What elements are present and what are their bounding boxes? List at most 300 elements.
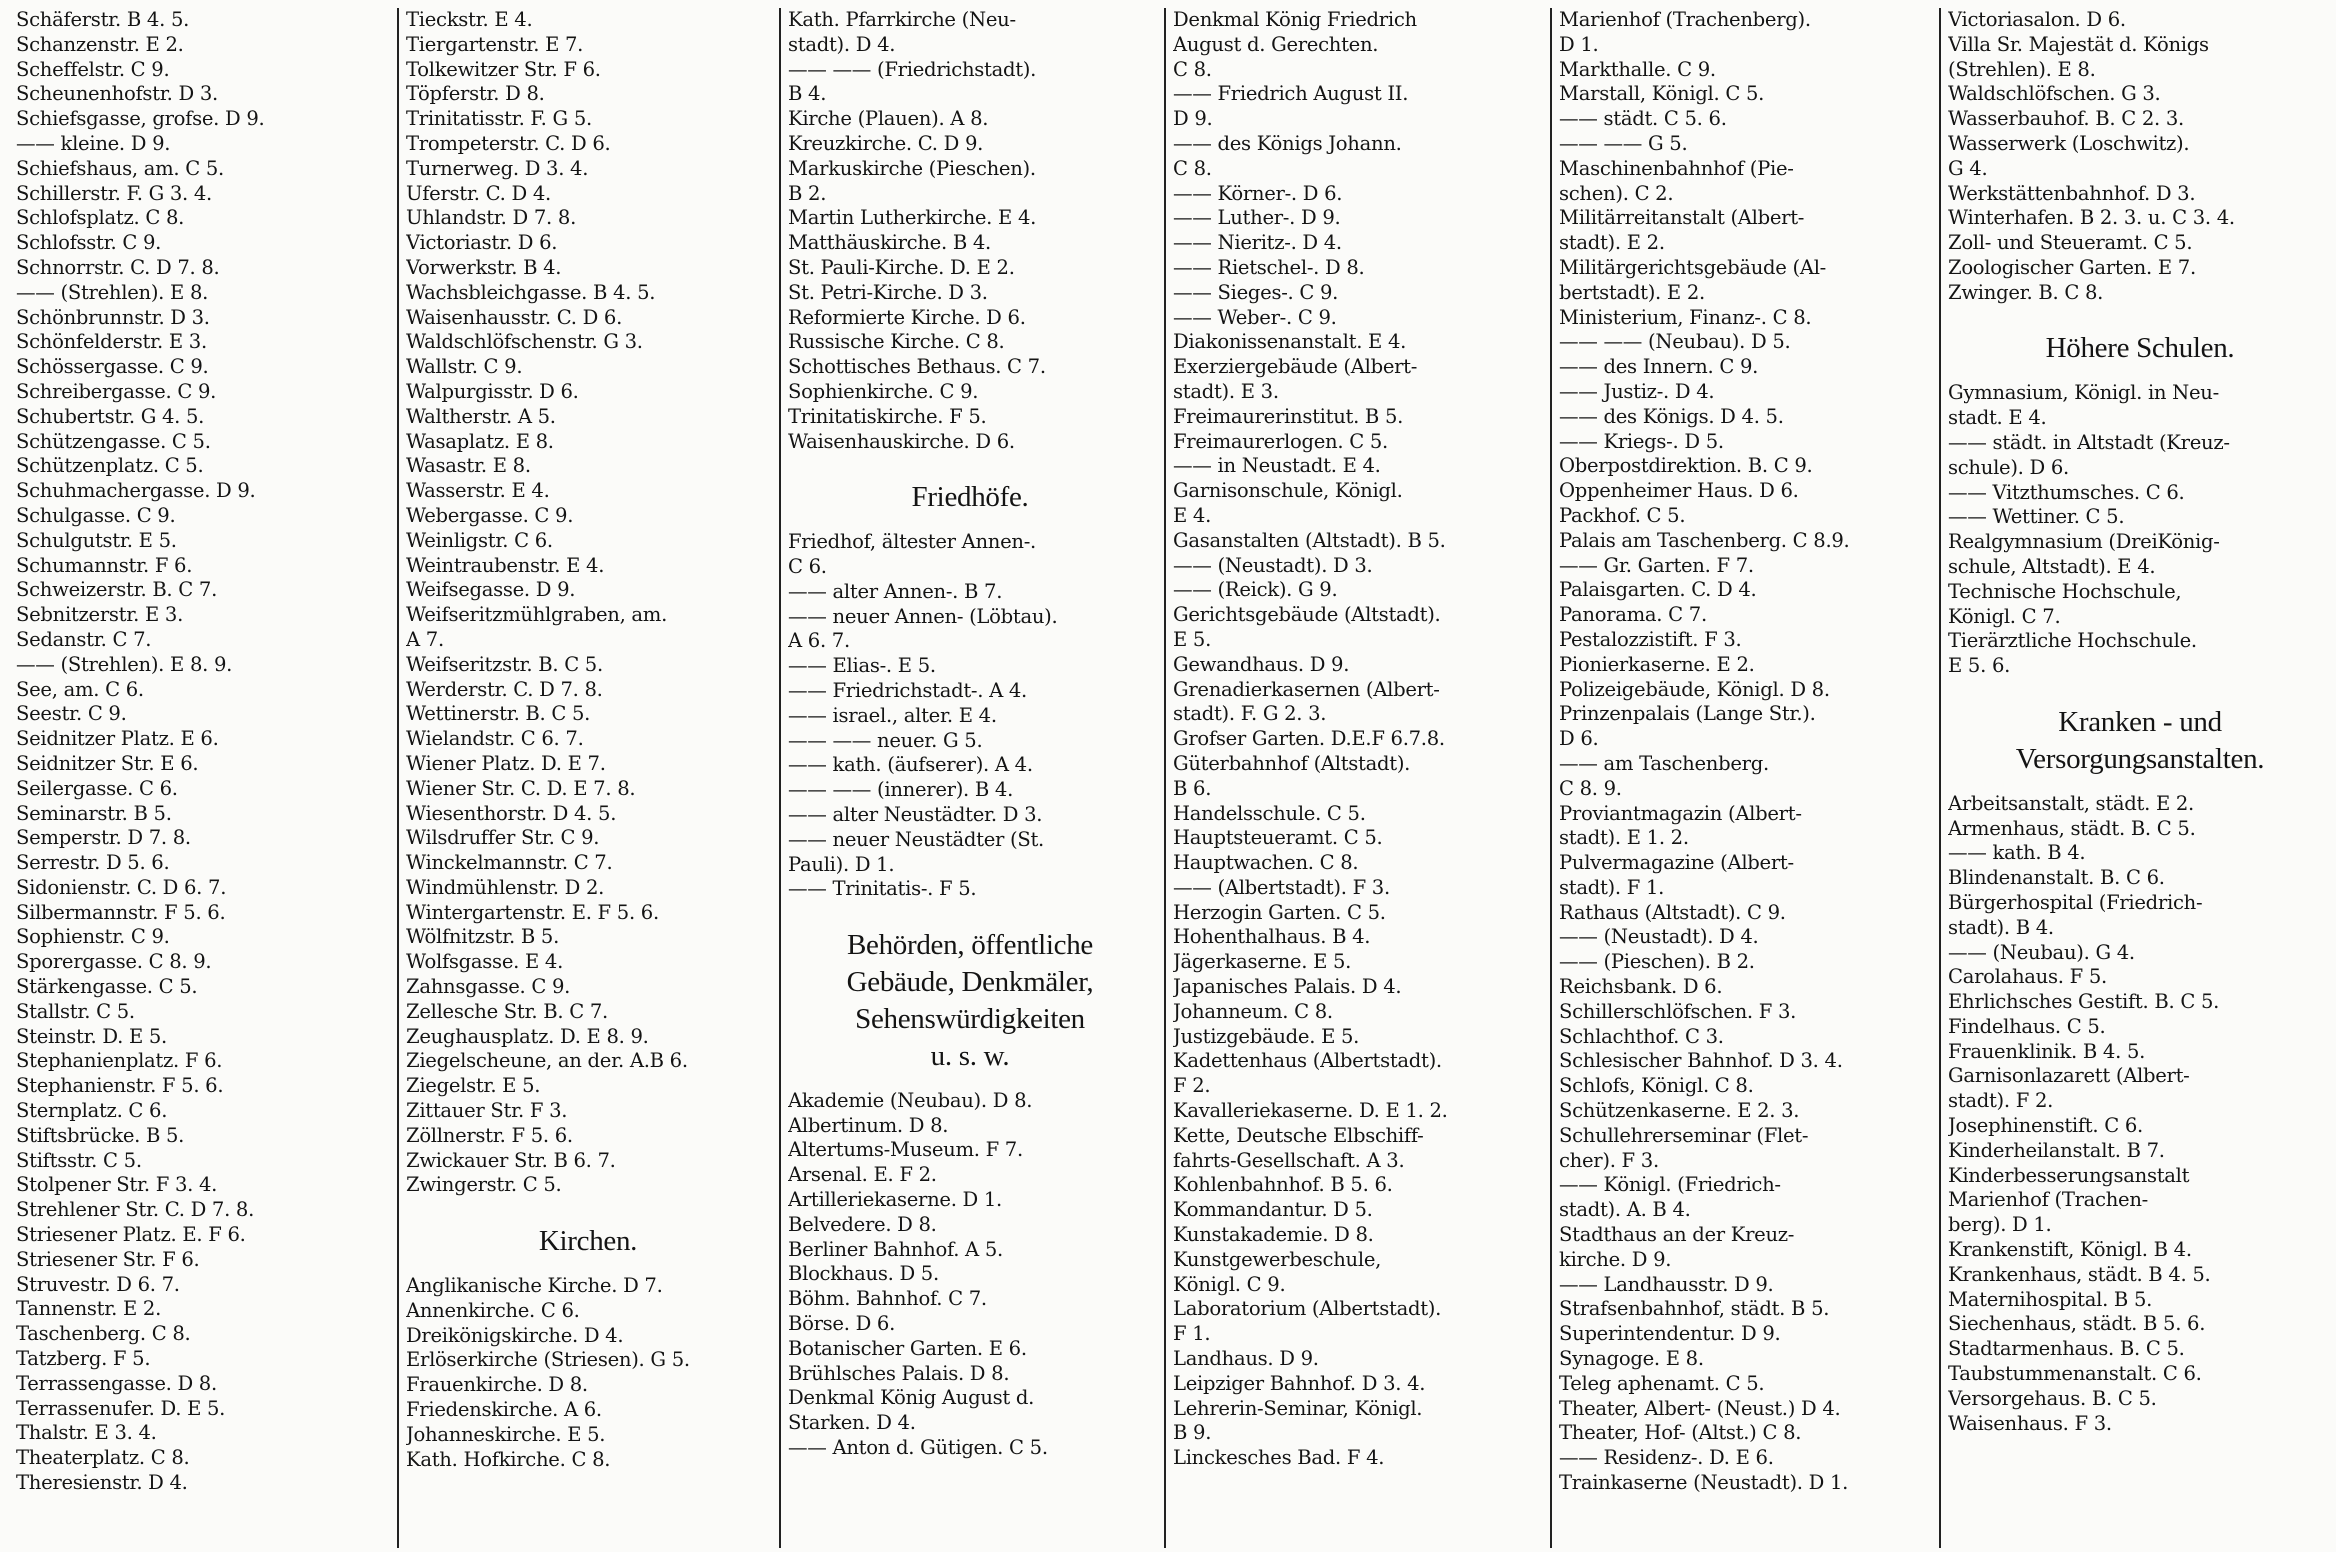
index-entry: Schillerstr. F. G 3. 4. xyxy=(16,181,212,205)
index-entry: —— Friedrich August II. xyxy=(1173,82,1409,106)
index-entry: —— (Strehlen). E 8. xyxy=(16,280,209,304)
index-entry: Marstall, Königl. C 5. xyxy=(1559,82,1765,106)
index-entry: —— alter Neustädter. D 3. xyxy=(788,802,1043,826)
index-entry: Stallstr. C 5. xyxy=(16,999,135,1023)
index-entry: Schullehrerseminar (Flet- xyxy=(1559,1123,1809,1147)
index-entry: Schiefshaus, am. C 5. xyxy=(16,156,224,180)
index-entry: —— Sieges-. C 9. xyxy=(1173,280,1339,304)
index-entry: —— —— G 5. xyxy=(1559,131,1688,155)
index-entry: stadt). B 4. xyxy=(1948,915,2054,939)
index-entry: —— städt. C 5. 6. xyxy=(1559,107,1727,131)
index-entry: Thalstr. E 3. 4. xyxy=(16,1421,157,1445)
index-entry: Stadthaus an der Kreuz- xyxy=(1559,1223,1795,1247)
index-entry: —— Elias-. E 5. xyxy=(788,654,936,678)
index-entry: Waldschlöfschenstr. G 3. xyxy=(406,330,643,354)
index-entry: Schulgutstr. E 5. xyxy=(16,528,177,552)
index-entry: Pauli). D 1. xyxy=(788,852,895,876)
section-heading: u. s. w. xyxy=(930,1039,1010,1072)
index-entry: Altertums-Museum. F 7. xyxy=(788,1138,1023,1162)
index-entry: Striesener Str. F 6. xyxy=(16,1247,200,1271)
index-entry: Grenadierkasernen (Albert- xyxy=(1173,677,1440,701)
index-entry: schen). C 2. xyxy=(1559,181,1674,205)
index-entry: Stiftsbrücke. B 5. xyxy=(16,1123,185,1147)
index-entry: Schönbrunnstr. D 3. xyxy=(16,305,210,329)
index-entry: Villa Sr. Majestät d. Königs xyxy=(1948,32,2209,56)
index-entry: Zwingerstr. C 5. xyxy=(406,1173,562,1197)
section-heading: Kranken - und xyxy=(2058,705,2222,738)
index-entry: Diakonissenanstalt. E 4. xyxy=(1173,330,1407,354)
index-entry: Pulvermagazine (Albert- xyxy=(1559,851,1794,875)
index-entry: Josephinenstift. C 6. xyxy=(1948,1114,2143,1138)
index-entry: Wilsdruffer Str. C 9. xyxy=(406,826,600,850)
index-entry: Anglikanische Kirche. D 7. xyxy=(406,1274,663,1298)
index-entry: —— Landhausstr. D 9. xyxy=(1559,1272,1774,1296)
index-entry: Erlöserkirche (Striesen). G 5. xyxy=(406,1348,690,1372)
index-entry: Lehrerin-Seminar, Königl. xyxy=(1173,1396,1423,1420)
index-entry: Blockhaus. D 5. xyxy=(788,1262,939,1286)
index-entry: Trainkaserne (Neustadt). D 1. xyxy=(1559,1471,1849,1495)
section-heading: Behörden, öffentliche xyxy=(846,928,1094,961)
index-entry: Weifsegasse. D 9. xyxy=(406,578,576,602)
index-entry: Kath. Hofkirche. C 8. xyxy=(406,1447,611,1471)
index-entry: Freimaurerinstitut. B 5. xyxy=(1173,404,1404,428)
index-entry: Tieckstr. E 4. xyxy=(406,8,533,31)
index-entry: —— Gr. Garten. F 7. xyxy=(1559,553,1754,577)
index-entry: Wachsbleichgasse. B 4. 5. xyxy=(406,280,656,304)
index-entry: Waisenhauskirche. D 6. xyxy=(788,429,1015,453)
index-entry: Markuskirche (Pieschen). xyxy=(788,156,1036,180)
index-entry: Schuhmachergasse. D 9. xyxy=(16,479,256,503)
index-entry: D 9. xyxy=(1173,107,1213,131)
section-gap xyxy=(788,454,1152,479)
index-entry: Trinitatisstr. F. G 5. xyxy=(406,107,592,131)
index-entry: Linckesches Bad. F 4. xyxy=(1173,1446,1385,1470)
index-entry: Landhaus. D 9. xyxy=(1173,1347,1319,1371)
index-entry: Waisenhaus. F 3. xyxy=(1948,1411,2112,1435)
index-entry: —— neuer Neustädter (St. xyxy=(788,827,1044,851)
index-entry: —— alter Annen-. B 7. xyxy=(788,579,1003,603)
index-entry: Waldschlöfschen. G 3. xyxy=(1948,82,2161,106)
index-entry: A 6. 7. xyxy=(788,629,850,653)
index-entry: —— Luther-. D 9. xyxy=(1173,206,1341,230)
index-entry: Börse. D 6. xyxy=(788,1312,896,1336)
index-entry: Wiesenthorstr. D 4. 5. xyxy=(406,801,617,825)
index-entry: C 8. xyxy=(1173,156,1212,180)
index-entry: E 5. 6. xyxy=(1948,654,2011,678)
index-entry: schule, Altstadt). E 4. xyxy=(1948,554,2156,578)
index-entry: Marienhof (Trachen- xyxy=(1948,1188,2148,1212)
index-entry: —— Rietschel-. D 8. xyxy=(1173,255,1365,279)
index-entry: Tierärztliche Hochschule. xyxy=(1948,629,2197,653)
index-entry: —— (Neubau). G 4. xyxy=(1948,940,2135,964)
index-entry: Tolkewitzer Str. F 6. xyxy=(406,57,601,81)
index-entry: —— kath. B 4. xyxy=(1948,841,2086,865)
index-entry: Schreibergasse. C 9. xyxy=(16,379,217,403)
section-heading: Sehenswürdigkeiten xyxy=(855,1002,1085,1035)
section-heading: Versorgungsanstalten. xyxy=(2015,742,2265,775)
index-entry: Strafsenbahnhof, städt. B 5. xyxy=(1559,1297,1830,1321)
index-entry: Packhof. C 5. xyxy=(1559,503,1686,527)
index-entry: Russische Kirche. C 8. xyxy=(788,330,1005,354)
index-entry: Militärreitanstalt (Albert- xyxy=(1559,206,1805,230)
index-entry: Schiefsgasse, grofse. D 9. xyxy=(16,107,265,131)
index-entry: Kohlenbahnhof. B 5. 6. xyxy=(1173,1173,1393,1197)
index-entry: Handelsschule. C 5. xyxy=(1173,801,1366,825)
index-entry: Laboratorium (Albertstadt). xyxy=(1173,1297,1442,1321)
index-entry: Freimaurerlogen. C 5. xyxy=(1173,429,1388,453)
index-entry: Sternplatz. C 6. xyxy=(16,1099,168,1123)
index-entry: Carolahaus. F 5. xyxy=(1948,965,2107,989)
index-entry: —— des Innern. C 9. xyxy=(1559,355,1759,379)
index-entry: St. Pauli-Kirche. D. E 2. xyxy=(788,255,1015,279)
index-entry: Militärgerichtsgebäude (Al- xyxy=(1559,255,1827,279)
index-entry: Kirche (Plauen). A 8. xyxy=(788,107,989,131)
index-entry: Dreikönigskirche. D 4. xyxy=(406,1323,624,1347)
index-entry: Güterbahnhof (Altstadt). xyxy=(1173,751,1411,775)
index-entry: stadt). F. G 2. 3. xyxy=(1173,702,1327,726)
index-entry: Turnerweg. D 3. 4. xyxy=(406,156,589,180)
index-entry: —— neuer Annen- (Löbtau). xyxy=(788,604,1058,628)
index-entry: Jägerkaserne. E 5. xyxy=(1173,950,1352,974)
index-entry: August d. Gerechten. xyxy=(1173,32,1379,56)
index-entry: Schumannstr. F 6. xyxy=(16,553,193,577)
index-entry: Wintergartenstr. E. F 5. 6. xyxy=(406,900,659,924)
index-entry: Semperstr. D 7. 8. xyxy=(16,826,191,850)
index-entry: Realgymnasium (DreiKönig- xyxy=(1948,530,2220,554)
index-entry: —— kath. (äufserer). A 4. xyxy=(788,753,1033,777)
index-entry: Winckelmannstr. C 7. xyxy=(406,851,613,875)
heading-gap xyxy=(1948,367,2332,381)
index-entry: Tatzberg. F 5. xyxy=(16,1347,151,1371)
index-entry: —— Vitzthumsches. C 6. xyxy=(1948,480,2185,504)
index-entry: Weinligstr. C 6. xyxy=(406,528,553,552)
index-entry: Wölfnitzstr. B 5. xyxy=(406,925,560,949)
index-entry: Rathaus (Altstadt). C 9. xyxy=(1559,900,1786,924)
index-entry: —— städt. in Altstadt (Kreuz- xyxy=(1948,430,2230,454)
index-entry: Armenhaus, städt. B. C 5. xyxy=(1948,816,2196,840)
index-entry: Zahnsgasse. C 9. xyxy=(406,975,571,999)
index-entry: Pionierkaserne. E 2. xyxy=(1559,652,1755,676)
section-heading: Kirchen. xyxy=(538,1225,638,1258)
index-entry: Theaterplatz. C 8. xyxy=(16,1446,190,1470)
index-entry: Zwinger. B. C 8. xyxy=(1948,280,2104,304)
index-entry: Striesener Platz. E. F 6. xyxy=(16,1223,246,1247)
heading-gap xyxy=(788,516,1152,530)
index-entry: Brühlsches Palais. D 8. xyxy=(788,1361,1010,1385)
index-entry: E 5. xyxy=(1173,627,1212,651)
index-entry: —— Trinitatis-. F 5. xyxy=(788,877,977,901)
index-entry: Schlofsplatz. C 8. xyxy=(16,206,185,230)
index-entry: Starken. D 4. xyxy=(788,1411,916,1435)
index-entry: —— (Albertstadt). F 3. xyxy=(1173,875,1390,899)
index-column-1 xyxy=(10,8,385,1548)
index-entry: Kunstgewerbeschule, xyxy=(1173,1247,1382,1271)
index-entry: Gymnasium, Königl. in Neu- xyxy=(1948,381,2219,405)
section-gap xyxy=(1948,306,2332,331)
index-entry: E 4. xyxy=(1173,503,1212,527)
index-entry: Terrassenufer. D. E 5. xyxy=(16,1396,226,1420)
index-entry: —— kleine. D 9. xyxy=(16,131,171,155)
index-entry: Ziegelscheune, an der. A.B 6. xyxy=(406,1049,688,1073)
index-entry: Königl. C 7. xyxy=(1948,604,2061,628)
index-entry: D 6. xyxy=(1559,727,1599,751)
heading-gap xyxy=(406,1260,770,1274)
index-entry: Wiener Str. C. D. E 7. 8. xyxy=(406,776,636,800)
index-entry: (Strehlen). E 8. xyxy=(1948,57,2096,81)
index-entry: Serrestr. D 5. 6. xyxy=(16,851,170,875)
index-entry: Garnisonlazarett (Albert- xyxy=(1948,1064,2190,1088)
index-entry: —— des Königs Johann. xyxy=(1173,131,1402,155)
index-entry: —— Weber-. C 9. xyxy=(1173,305,1337,329)
index-entry: Scheffelstr. C 9. xyxy=(16,57,170,81)
index-column-3 xyxy=(782,8,1152,1548)
index-entry: stadt). F 2. xyxy=(1948,1089,2054,1113)
index-entry: Kadettenhaus (Albertstadt). xyxy=(1173,1049,1442,1073)
index-entry: Wasserbauhof. B. C 2. 3. xyxy=(1948,107,2184,131)
index-entry: Kommandantur. D 5. xyxy=(1173,1198,1373,1222)
index-entry: Arsenal. E. F 2. xyxy=(788,1163,937,1187)
index-entry: Blindenanstalt. B. C 6. xyxy=(1948,866,2165,890)
section-heading: Friedhöfe. xyxy=(911,481,1029,514)
index-entry: Friedenskirche. A 6. xyxy=(406,1398,602,1422)
index-entry: Schlofs, Königl. C 8. xyxy=(1559,1074,1754,1098)
index-entry: Frauenkirche. D 8. xyxy=(406,1373,588,1397)
index-entry: Exerziergebäude (Albert- xyxy=(1173,355,1418,379)
index-entry: Hauptwachen. C 8. xyxy=(1173,851,1359,875)
section-gap xyxy=(406,1198,770,1223)
index-entry: —— Friedrichstadt-. A 4. xyxy=(788,678,1027,702)
index-entry: F 2. xyxy=(1173,1074,1211,1098)
index-entry: B 4. xyxy=(788,82,827,106)
index-entry: Victoriastr. D 6. xyxy=(406,231,558,255)
index-entry: Trompeterstr. C. D 6. xyxy=(406,131,611,155)
index-entry: kirche. D 9. xyxy=(1559,1247,1672,1271)
index-entry: Albertinum. D 8. xyxy=(788,1113,949,1137)
index-entry: Panorama. C 7. xyxy=(1559,603,1707,627)
index-entry: Palaisgarten. C. D 4. xyxy=(1559,578,1757,602)
index-entry: Frauenklinik. B 4. 5. xyxy=(1948,1039,2146,1063)
index-entry: berg). D 1. xyxy=(1948,1213,2052,1237)
index-entry: Zwickauer Str. B 6. 7. xyxy=(406,1148,616,1172)
index-entry: Kette, Deutsche Elbschiff- xyxy=(1173,1123,1424,1147)
index-column-5 xyxy=(1553,8,1933,1548)
index-entry: bertstadt). E 2. xyxy=(1559,280,1705,304)
index-entry: Leipziger Bahnhof. D 3. 4. xyxy=(1173,1371,1426,1395)
index-entry: cher). F 3. xyxy=(1559,1148,1659,1172)
index-entry: F 1. xyxy=(1173,1322,1211,1346)
index-entry: Polizeigebäude, Königl. D 8. xyxy=(1559,677,1830,701)
index-entry: Teleg aphenamt. C 5. xyxy=(1559,1371,1765,1395)
index-entry: Gewandhaus. D 9. xyxy=(1173,652,1350,676)
index-entry: Johanneum. C 8. xyxy=(1173,999,1333,1023)
index-entry: Belvedere. D 8. xyxy=(788,1212,937,1236)
index-entry: Kinderheilanstalt. B 7. xyxy=(1948,1138,2165,1162)
index-entry: Reichsbank. D 6. xyxy=(1559,975,1723,999)
index-entry: Webergasse. C 9. xyxy=(406,503,574,527)
index-entry: —— Justiz-. D 4. xyxy=(1559,379,1715,403)
index-entry: Sidonienstr. C. D 6. 7. xyxy=(16,875,227,899)
index-entry: Wiener Platz. D. E 7. xyxy=(406,751,606,775)
index-entry: Theater, Hof- (Altst.) C 8. xyxy=(1559,1421,1802,1445)
index-entry: Böhm. Bahnhof. C 7. xyxy=(788,1287,987,1311)
index-entry: stadt. E 4. xyxy=(1948,406,2047,430)
index-entry: —— Nieritz-. D 4. xyxy=(1173,231,1342,255)
index-entry: Theresienstr. D 4. xyxy=(16,1471,188,1495)
heading-gap xyxy=(1948,778,2332,792)
index-entry: Synagoge. E 8. xyxy=(1559,1347,1704,1371)
index-entry: Schützengasse. C 5. xyxy=(16,429,211,453)
index-entry: D 1. xyxy=(1559,32,1599,56)
index-entry: Matthäuskirche. B 4. xyxy=(788,231,991,255)
index-entry: fahrts-Gesellschaft. A 3. xyxy=(1173,1148,1405,1172)
index-entry: Marienhof (Trachenberg). xyxy=(1559,8,1811,31)
index-entry: Oppenheimer Haus. D 6. xyxy=(1559,479,1799,503)
index-entry: Akademie (Neubau). D 8. xyxy=(788,1088,1033,1112)
index-entry: Sporergasse. C 8. 9. xyxy=(16,950,212,974)
index-column-4 xyxy=(1167,8,1537,1548)
index-entry: Markthalle. C 9. xyxy=(1559,57,1716,81)
index-entry: —— israel., alter. E 4. xyxy=(788,703,997,727)
index-entry: —— Königl. (Friedrich- xyxy=(1559,1173,1781,1197)
index-entry: Palais am Taschenberg. C 8.9. xyxy=(1559,528,1850,552)
index-entry: —— Residenz-. D. E 6. xyxy=(1559,1446,1774,1470)
index-entry: Kunstakademie. D 8. xyxy=(1173,1223,1374,1247)
index-entry: Stärkengasse. C 5. xyxy=(16,975,198,999)
index-entry: —— (Neustadt). D 3. xyxy=(1173,553,1373,577)
index-entry: Uferstr. C. D 4. xyxy=(406,181,551,205)
index-entry: Seidnitzer Str. E 6. xyxy=(16,751,199,775)
index-entry: Johanneskirche. E 5. xyxy=(406,1422,606,1446)
index-entry: stadt). E 2. xyxy=(1559,231,1665,255)
index-entry: —— —— (Friedrichstadt). xyxy=(788,57,1037,81)
index-entry: stadt). E 1. 2. xyxy=(1559,826,1689,850)
index-entry: —— Wettiner. C 5. xyxy=(1948,505,2125,529)
index-entry: Walpurgisstr. D 6. xyxy=(406,379,579,403)
index-entry: Grofser Garten. D.E.F 6.7.8. xyxy=(1173,727,1445,751)
index-entry: Technische Hochschule, xyxy=(1948,579,2182,603)
index-entry: Wasaplatz. E 8. xyxy=(406,429,554,453)
index-entry: Schillerschlöfschen. F 3. xyxy=(1559,999,1797,1023)
index-entry: Werderstr. C. D 7. 8. xyxy=(406,677,603,701)
heading-gap xyxy=(788,1075,1152,1089)
index-entry: Arbeitsanstalt, städt. E 2. xyxy=(1948,791,2194,815)
index-entry: Annenkirche. C 6. xyxy=(406,1298,580,1322)
index-entry: Zellesche Str. B. C 7. xyxy=(406,999,608,1023)
index-entry: B 9. xyxy=(1173,1421,1212,1445)
index-entry: Zoll- und Steueramt. C 5. xyxy=(1948,231,2193,255)
index-entry: Wasserstr. E 4. xyxy=(406,479,550,503)
index-entry: Gasanstalten (Altstadt). B 5. xyxy=(1173,528,1446,552)
index-entry: stadt). F 1. xyxy=(1559,875,1665,899)
index-entry: Winterhafen. B 2. 3. u. C 3. 4. xyxy=(1948,206,2235,230)
index-entry: C 8. xyxy=(1173,57,1212,81)
index-entry: Prinzenpalais (Lange Str.). xyxy=(1559,702,1816,726)
index-entry: Wasastr. E 8. xyxy=(406,454,531,478)
index-entry: Ziegelstr. E 5. xyxy=(406,1074,541,1098)
index-entry: Bürgerhospital (Friedrich- xyxy=(1948,890,2203,914)
index-entry: Zittauer Str. F 3. xyxy=(406,1099,568,1123)
index-entry: Schäferstr. B 4. 5. xyxy=(16,8,190,31)
index-entry: stadt). D 4. xyxy=(788,32,896,56)
index-entry: St. Petri-Kirche. D 3. xyxy=(788,280,988,304)
index-entry: Schanzenstr. E 2. xyxy=(16,32,184,56)
index-entry: Hauptsteueramt. C 5. xyxy=(1173,826,1383,850)
index-entry: Königl. C 9. xyxy=(1173,1272,1286,1296)
index-entry: Superintendentur. D 9. xyxy=(1559,1322,1781,1346)
index-entry: Stiftsstr. C 5. xyxy=(16,1148,142,1172)
index-entry: Denkmal König Friedrich xyxy=(1173,8,1417,31)
index-entry: Struvestr. D 6. 7. xyxy=(16,1272,180,1296)
index-entry: Wettinerstr. B. C 5. xyxy=(406,702,591,726)
index-entry: Sedanstr. C 7. xyxy=(16,627,152,651)
index-entry: Krankenhaus, städt. B 4. 5. xyxy=(1948,1262,2211,1286)
index-entry: Ministerium, Finanz-. C 8. xyxy=(1559,305,1812,329)
index-entry: Seestr. C 9. xyxy=(16,702,127,726)
index-entry: Strehlener Str. C. D 7. 8. xyxy=(16,1198,255,1222)
index-entry: C 6. xyxy=(788,554,827,578)
index-entry: Schützenkaserne. E 2. 3. xyxy=(1559,1099,1800,1123)
index-entry: Zoologischer Garten. E 7. xyxy=(1948,255,2196,279)
index-entry: Trinitatiskirche. F 5. xyxy=(788,404,987,428)
index-entry: Seilergasse. C 6. xyxy=(16,776,178,800)
index-entry: —— (Reick). G 9. xyxy=(1173,578,1338,602)
index-entry: Waltherstr. A 5. xyxy=(406,404,556,428)
index-entry: stadt). A. B 4. xyxy=(1559,1198,1691,1222)
index-entry: Maternihospital. B 5. xyxy=(1948,1287,2153,1311)
index-entry: Schlesischer Bahnhof. D 3. 4. xyxy=(1559,1049,1843,1073)
index-entry: —— am Taschenberg. xyxy=(1559,751,1769,775)
index-entry: Sophienkirche. C 9. xyxy=(788,379,979,403)
index-entry: Steinstr. D. E 5. xyxy=(16,1024,167,1048)
index-column-2 xyxy=(400,8,770,1548)
index-entry: Krankenstift, Königl. B 4. xyxy=(1948,1238,2192,1262)
index-entry: Scheunenhofstr. D 3. xyxy=(16,82,218,106)
index-entry: Proviantmagazin (Albert- xyxy=(1559,801,1802,825)
index-entry: A 7. xyxy=(406,627,444,651)
index-entry: Stadtarmenhaus. B. C 5. xyxy=(1948,1337,2185,1361)
index-entry: Herzogin Garten. C 5. xyxy=(1173,900,1386,924)
index-entry: Sophienstr. C 9. xyxy=(16,925,170,949)
index-entry: Pestalozzistift. F 3. xyxy=(1559,627,1742,651)
index-entry: Kath. Pfarrkirche (Neu- xyxy=(788,8,1016,31)
index-entry: —— —— (Neubau). D 5. xyxy=(1559,330,1791,354)
index-entry: Taschenberg. C 8. xyxy=(16,1322,191,1346)
index-entry: Schössergasse. C 9. xyxy=(16,355,209,379)
index-entry: Weintraubenstr. E 4. xyxy=(406,553,605,577)
index-entry: Windmühlenstr. D 2. xyxy=(406,875,605,899)
index-entry: —— in Neustadt. E 4. xyxy=(1173,454,1381,478)
index-entry: —— —— neuer. G 5. xyxy=(788,728,983,752)
index-entry: Wolfsgasse. E 4. xyxy=(406,950,563,974)
index-entry: Kavalleriekaserne. D. E 1. 2. xyxy=(1173,1099,1448,1123)
index-entry: Justizgebäude. E 5. xyxy=(1173,1024,1360,1048)
index-entry: Seidnitzer Platz. E 6. xyxy=(16,727,219,751)
index-entry: Wallstr. C 9. xyxy=(406,355,523,379)
index-entry: stadt). E 3. xyxy=(1173,379,1279,403)
index-entry: G 4. xyxy=(1948,156,1988,180)
index-entry: Oberpostdirektion. B. C 9. xyxy=(1559,454,1813,478)
index-entry: Zeughausplatz. D. E 8. 9. xyxy=(406,1024,649,1048)
index-entry: B 6. xyxy=(1173,776,1212,800)
index-entry: —— (Neustadt). D 4. xyxy=(1559,925,1759,949)
index-entry: Wielandstr. C 6. 7. xyxy=(406,727,584,751)
index-entry: Schlachthof. C 3. xyxy=(1559,1024,1724,1048)
index-entry: Weifseritzstr. B. C 5. xyxy=(406,652,603,676)
index-entry: Stephanienplatz. F 6. xyxy=(16,1049,223,1073)
index-entry: Uhlandstr. D 7. 8. xyxy=(406,206,576,230)
index-entry: C 8. 9. xyxy=(1559,776,1622,800)
index-entry: Hohenthalhaus. B 4. xyxy=(1173,925,1371,949)
